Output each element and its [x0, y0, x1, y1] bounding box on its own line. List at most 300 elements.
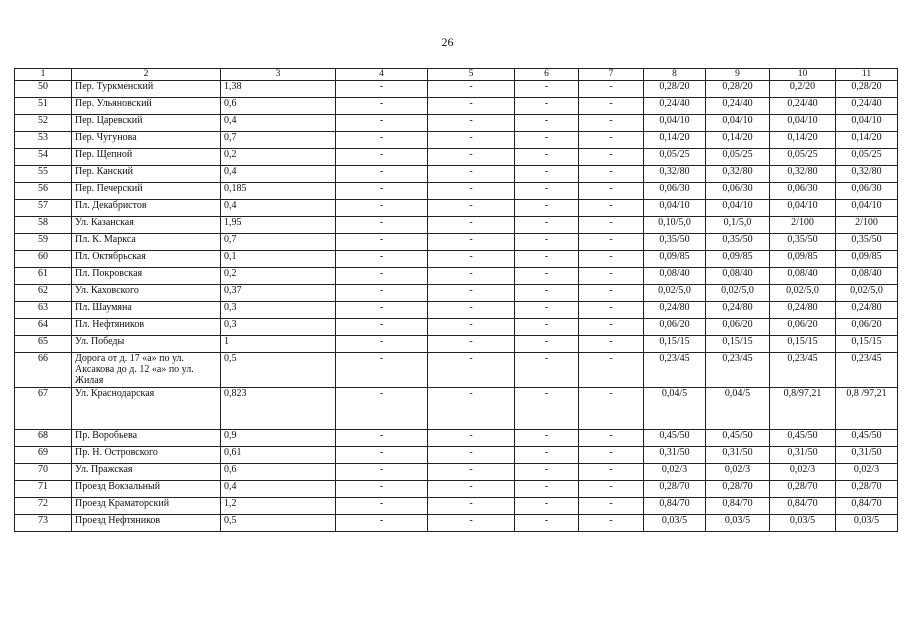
- length-value: 0,185: [221, 183, 336, 200]
- col6-value: -: [515, 464, 579, 481]
- col11-value: 0,28/70: [836, 481, 898, 498]
- col11-value: 0,04/10: [836, 200, 898, 217]
- street-name: Пл. Нефтяников: [72, 319, 221, 336]
- row-number: 51: [15, 98, 72, 115]
- col8-value: 0,06/20: [644, 319, 706, 336]
- table-row: [15, 200, 898, 217]
- row-number: 58: [15, 217, 72, 234]
- col9-value: 0,84/70: [706, 498, 770, 515]
- col5-value: -: [428, 98, 515, 115]
- col5-value: -: [428, 217, 515, 234]
- col11-value: 0,02/3: [836, 464, 898, 481]
- col10-value: 0,45/50: [770, 430, 836, 447]
- col9-value: 0,14/20: [706, 132, 770, 149]
- column-header: 9: [706, 69, 770, 81]
- col10-value: 0,84/70: [770, 498, 836, 515]
- col4-value: -: [336, 200, 428, 217]
- row-number: 69: [15, 447, 72, 464]
- col11-value: 0,14/20: [836, 132, 898, 149]
- col4-value: -: [336, 285, 428, 302]
- col9-value: 0,02/5,0: [706, 285, 770, 302]
- col5-value: -: [428, 251, 515, 268]
- column-header: 6: [515, 69, 579, 81]
- col5-value: -: [428, 285, 515, 302]
- col8-value: 0,09/85: [644, 251, 706, 268]
- table-row: [15, 268, 898, 285]
- col6-value: -: [515, 302, 579, 319]
- col4-value: -: [336, 115, 428, 132]
- street-name: Проезд Нефтяников: [72, 515, 221, 532]
- col8-value: 0,08/40: [644, 268, 706, 285]
- col9-value: 0,02/3: [706, 464, 770, 481]
- row-number: 54: [15, 149, 72, 166]
- col6-value: -: [515, 183, 579, 200]
- table-row: [15, 336, 898, 353]
- col11-value: 0,23/45: [836, 353, 898, 388]
- header-row: [15, 69, 898, 81]
- col7-value: -: [579, 285, 644, 302]
- col9-value: 0,04/10: [706, 115, 770, 132]
- street-name: Пер. Ульяновский: [72, 98, 221, 115]
- col5-value: -: [428, 515, 515, 532]
- col7-value: -: [579, 183, 644, 200]
- row-number: 65: [15, 336, 72, 353]
- col9-value: 0,32/80: [706, 166, 770, 183]
- col10-value: 0,04/10: [770, 200, 836, 217]
- col6-value: -: [515, 353, 579, 388]
- col9-value: 0,45/50: [706, 430, 770, 447]
- col10-value: 2/100: [770, 217, 836, 234]
- col7-value: -: [579, 200, 644, 217]
- col6-value: -: [515, 132, 579, 149]
- col5-value: -: [428, 268, 515, 285]
- row-number: 73: [15, 515, 72, 532]
- length-value: 0,4: [221, 481, 336, 498]
- col8-value: 0,06/30: [644, 183, 706, 200]
- col11-value: 0,06/20: [836, 319, 898, 336]
- street-name: Дорога от д. 17 «а» по ул. Аксакова до д. 12 «а» по ул. Жилая: [72, 353, 221, 388]
- length-value: 1: [221, 336, 336, 353]
- col10-value: 0,8/97,21: [770, 388, 836, 430]
- col5-value: -: [428, 319, 515, 336]
- row-number: 68: [15, 430, 72, 447]
- col4-value: -: [336, 447, 428, 464]
- col8-value: 0,02/3: [644, 464, 706, 481]
- col6-value: -: [515, 234, 579, 251]
- col5-value: -: [428, 353, 515, 388]
- col7-value: -: [579, 115, 644, 132]
- col8-value: 0,04/10: [644, 115, 706, 132]
- col8-value: 0,02/5,0: [644, 285, 706, 302]
- street-name: Ул. Казанская: [72, 217, 221, 234]
- col5-value: -: [428, 183, 515, 200]
- row-number: 63: [15, 302, 72, 319]
- column-header: 10: [770, 69, 836, 81]
- col11-value: 0,06/30: [836, 183, 898, 200]
- table-row: [15, 251, 898, 268]
- col8-value: 0,31/50: [644, 447, 706, 464]
- col8-value: 0,04/10: [644, 200, 706, 217]
- col6-value: -: [515, 388, 579, 430]
- col5-value: -: [428, 200, 515, 217]
- length-value: 0,5: [221, 353, 336, 388]
- col9-value: 0,04/5: [706, 388, 770, 430]
- col5-value: -: [428, 336, 515, 353]
- col10-value: 0,04/10: [770, 115, 836, 132]
- row-number: 64: [15, 319, 72, 336]
- table-row: [15, 319, 898, 336]
- col8-value: 0,28/20: [644, 81, 706, 98]
- col8-value: 0,23/45: [644, 353, 706, 388]
- length-value: 0,37: [221, 285, 336, 302]
- col11-value: 0,15/15: [836, 336, 898, 353]
- col11-value: 0,05/25: [836, 149, 898, 166]
- col6-value: -: [515, 430, 579, 447]
- col4-value: -: [336, 81, 428, 98]
- street-name: Пл. Октябрьская: [72, 251, 221, 268]
- street-name: Пер. Чугунова: [72, 132, 221, 149]
- column-header: 7: [579, 69, 644, 81]
- col5-value: -: [428, 115, 515, 132]
- col6-value: -: [515, 149, 579, 166]
- row-number: 71: [15, 481, 72, 498]
- col10-value: 0,03/5: [770, 515, 836, 532]
- col11-value: 0,24/80: [836, 302, 898, 319]
- col11-value: 0,08/40: [836, 268, 898, 285]
- length-value: 0,7: [221, 132, 336, 149]
- col6-value: -: [515, 217, 579, 234]
- col6-value: -: [515, 515, 579, 532]
- table-row: [15, 447, 898, 464]
- col6-value: -: [515, 285, 579, 302]
- col7-value: -: [579, 234, 644, 251]
- col7-value: -: [579, 268, 644, 285]
- col5-value: -: [428, 132, 515, 149]
- col7-value: -: [579, 149, 644, 166]
- col8-value: 0,32/80: [644, 166, 706, 183]
- street-name: Ул. Пражская: [72, 464, 221, 481]
- col9-value: 0,1/5,0: [706, 217, 770, 234]
- col8-value: 0,15/15: [644, 336, 706, 353]
- col4-value: -: [336, 353, 428, 388]
- length-value: 0,2: [221, 268, 336, 285]
- col11-value: 0,02/5,0: [836, 285, 898, 302]
- street-name: Пер. Канский: [72, 166, 221, 183]
- col10-value: 0,14/20: [770, 132, 836, 149]
- table-row: [15, 498, 898, 515]
- col4-value: -: [336, 464, 428, 481]
- street-name: Пр. Воробьева: [72, 430, 221, 447]
- length-value: 0,4: [221, 200, 336, 217]
- col9-value: 0,15/15: [706, 336, 770, 353]
- length-value: 0,4: [221, 166, 336, 183]
- col10-value: 0,24/80: [770, 302, 836, 319]
- col10-value: 0,24/40: [770, 98, 836, 115]
- col9-value: 0,31/50: [706, 447, 770, 464]
- col11-value: 0,24/40: [836, 98, 898, 115]
- street-name: Пер. Печерский: [72, 183, 221, 200]
- col11-value: 2/100: [836, 217, 898, 234]
- length-value: 0,61: [221, 447, 336, 464]
- col9-value: 0,04/10: [706, 200, 770, 217]
- column-header: 4: [336, 69, 428, 81]
- col7-value: -: [579, 336, 644, 353]
- col10-value: 0,35/50: [770, 234, 836, 251]
- col4-value: -: [336, 268, 428, 285]
- col8-value: 0,28/70: [644, 481, 706, 498]
- col11-value: 0,8 /97,21: [836, 388, 898, 430]
- table-row: [15, 234, 898, 251]
- col7-value: -: [579, 302, 644, 319]
- col7-value: -: [579, 481, 644, 498]
- col5-value: -: [428, 430, 515, 447]
- col6-value: -: [515, 319, 579, 336]
- col7-value: -: [579, 251, 644, 268]
- column-header: 5: [428, 69, 515, 81]
- col4-value: -: [336, 166, 428, 183]
- col7-value: -: [579, 353, 644, 388]
- col10-value: 0,15/15: [770, 336, 836, 353]
- col4-value: -: [336, 132, 428, 149]
- col5-value: -: [428, 464, 515, 481]
- length-value: 1,2: [221, 498, 336, 515]
- row-number: 59: [15, 234, 72, 251]
- length-value: 0,823: [221, 388, 336, 430]
- row-number: 55: [15, 166, 72, 183]
- col11-value: 0,04/10: [836, 115, 898, 132]
- col9-value: 0,24/40: [706, 98, 770, 115]
- col11-value: 0,45/50: [836, 430, 898, 447]
- col7-value: -: [579, 498, 644, 515]
- row-number: 50: [15, 81, 72, 98]
- col4-value: -: [336, 515, 428, 532]
- table-row: [15, 285, 898, 302]
- table-row: [15, 464, 898, 481]
- col5-value: -: [428, 166, 515, 183]
- length-value: 1,38: [221, 81, 336, 98]
- col11-value: 0,31/50: [836, 447, 898, 464]
- col4-value: -: [336, 319, 428, 336]
- col7-value: -: [579, 217, 644, 234]
- street-name: Ул. Каховского: [72, 285, 221, 302]
- col8-value: 0,14/20: [644, 132, 706, 149]
- column-header: 11: [836, 69, 898, 81]
- col7-value: -: [579, 464, 644, 481]
- table-row: [15, 149, 898, 166]
- col11-value: 0,09/85: [836, 251, 898, 268]
- col10-value: 0,05/25: [770, 149, 836, 166]
- length-value: 0,2: [221, 149, 336, 166]
- col10-value: 0,08/40: [770, 268, 836, 285]
- length-value: 0,6: [221, 464, 336, 481]
- col11-value: 0,32/80: [836, 166, 898, 183]
- street-name: Пл. Покровская: [72, 268, 221, 285]
- col9-value: 0,24/80: [706, 302, 770, 319]
- col9-value: 0,06/20: [706, 319, 770, 336]
- col11-value: 0,84/70: [836, 498, 898, 515]
- col7-value: -: [579, 81, 644, 98]
- col10-value: 0,32/80: [770, 166, 836, 183]
- col9-value: 0,23/45: [706, 353, 770, 388]
- col4-value: -: [336, 217, 428, 234]
- column-header: 1: [15, 69, 72, 81]
- length-value: 0,4: [221, 115, 336, 132]
- table-row: [15, 115, 898, 132]
- length-value: 0,3: [221, 319, 336, 336]
- table-row: [15, 481, 898, 498]
- col5-value: -: [428, 388, 515, 430]
- col10-value: 0,28/70: [770, 481, 836, 498]
- col4-value: -: [336, 336, 428, 353]
- street-name: Пр. Н. Островского: [72, 447, 221, 464]
- table-row: [15, 515, 898, 532]
- col6-value: -: [515, 200, 579, 217]
- row-number: 56: [15, 183, 72, 200]
- col10-value: 0,02/3: [770, 464, 836, 481]
- col5-value: -: [428, 149, 515, 166]
- col4-value: -: [336, 481, 428, 498]
- row-number: 66: [15, 353, 72, 388]
- col4-value: -: [336, 498, 428, 515]
- col5-value: -: [428, 302, 515, 319]
- col9-value: 0,28/20: [706, 81, 770, 98]
- col11-value: 0,03/5: [836, 515, 898, 532]
- table-row: [15, 302, 898, 319]
- col4-value: -: [336, 388, 428, 430]
- col11-value: 0,35/50: [836, 234, 898, 251]
- street-name: Проезд Краматорский: [72, 498, 221, 515]
- row-number: 57: [15, 200, 72, 217]
- col6-value: -: [515, 98, 579, 115]
- row-number: 72: [15, 498, 72, 515]
- street-name: Пл. Шаумяна: [72, 302, 221, 319]
- column-header: 8: [644, 69, 706, 81]
- col5-value: -: [428, 498, 515, 515]
- street-name: Пл. Декабристов: [72, 200, 221, 217]
- col8-value: 0,45/50: [644, 430, 706, 447]
- table-row: [15, 81, 898, 98]
- col10-value: 0,09/85: [770, 251, 836, 268]
- col9-value: 0,09/85: [706, 251, 770, 268]
- col10-value: 0,06/30: [770, 183, 836, 200]
- row-number: 70: [15, 464, 72, 481]
- col5-value: -: [428, 81, 515, 98]
- table-row: [15, 166, 898, 183]
- column-header: 3: [221, 69, 336, 81]
- col5-value: -: [428, 447, 515, 464]
- col9-value: 0,03/5: [706, 515, 770, 532]
- table-row: [15, 353, 898, 388]
- table-row: [15, 183, 898, 200]
- row-number: 67: [15, 388, 72, 430]
- col7-value: -: [579, 319, 644, 336]
- col10-value: 0,02/5,0: [770, 285, 836, 302]
- street-name: Пер. Царевский: [72, 115, 221, 132]
- col4-value: -: [336, 234, 428, 251]
- col8-value: 0,24/80: [644, 302, 706, 319]
- col6-value: -: [515, 447, 579, 464]
- col9-value: 0,35/50: [706, 234, 770, 251]
- length-value: 0,1: [221, 251, 336, 268]
- col4-value: -: [336, 98, 428, 115]
- col9-value: 0,05/25: [706, 149, 770, 166]
- row-number: 61: [15, 268, 72, 285]
- table-row: [15, 430, 898, 447]
- col8-value: 0,05/25: [644, 149, 706, 166]
- table-row: [15, 388, 898, 430]
- col8-value: 0,35/50: [644, 234, 706, 251]
- col4-value: -: [336, 183, 428, 200]
- col5-value: -: [428, 234, 515, 251]
- column-header: 2: [72, 69, 221, 81]
- table-row: [15, 217, 898, 234]
- street-name: Ул. Победы: [72, 336, 221, 353]
- col8-value: 0,04/5: [644, 388, 706, 430]
- col6-value: -: [515, 115, 579, 132]
- col7-value: -: [579, 430, 644, 447]
- row-number: 62: [15, 285, 72, 302]
- col8-value: 0,84/70: [644, 498, 706, 515]
- col7-value: -: [579, 166, 644, 183]
- col8-value: 0,03/5: [644, 515, 706, 532]
- roads-table: [14, 68, 898, 532]
- length-value: 0,9: [221, 430, 336, 447]
- length-value: 1,95: [221, 217, 336, 234]
- col6-value: -: [515, 336, 579, 353]
- col4-value: -: [336, 430, 428, 447]
- length-value: 0,6: [221, 98, 336, 115]
- col7-value: -: [579, 132, 644, 149]
- col8-value: 0,24/40: [644, 98, 706, 115]
- col11-value: 0,28/20: [836, 81, 898, 98]
- col6-value: -: [515, 251, 579, 268]
- col7-value: -: [579, 388, 644, 430]
- length-value: 0,3: [221, 302, 336, 319]
- col4-value: -: [336, 251, 428, 268]
- col7-value: -: [579, 98, 644, 115]
- col10-value: 0,23/45: [770, 353, 836, 388]
- col9-value: 0,28/70: [706, 481, 770, 498]
- col6-value: -: [515, 166, 579, 183]
- col7-value: -: [579, 515, 644, 532]
- street-name: Пер. Щепной: [72, 149, 221, 166]
- street-name: Пер. Туркменский: [72, 81, 221, 98]
- street-name: Проезд Вокзальный: [72, 481, 221, 498]
- table-row: [15, 98, 898, 115]
- col4-value: -: [336, 149, 428, 166]
- col6-value: -: [515, 81, 579, 98]
- page-number: 26: [441, 35, 454, 49]
- row-number: 52: [15, 115, 72, 132]
- col6-value: -: [515, 268, 579, 285]
- col10-value: 0,2/20: [770, 81, 836, 98]
- col7-value: -: [579, 447, 644, 464]
- street-name: Ул. Краснодарская: [72, 388, 221, 430]
- col10-value: 0,31/50: [770, 447, 836, 464]
- col9-value: 0,08/40: [706, 268, 770, 285]
- col9-value: 0,06/30: [706, 183, 770, 200]
- street-name: Пл. К. Маркса: [72, 234, 221, 251]
- col5-value: -: [428, 481, 515, 498]
- col6-value: -: [515, 481, 579, 498]
- col10-value: 0,06/20: [770, 319, 836, 336]
- table-row: [15, 132, 898, 149]
- col4-value: -: [336, 302, 428, 319]
- row-number: 60: [15, 251, 72, 268]
- row-number: 53: [15, 132, 72, 149]
- col8-value: 0,10/5,0: [644, 217, 706, 234]
- col6-value: -: [515, 498, 579, 515]
